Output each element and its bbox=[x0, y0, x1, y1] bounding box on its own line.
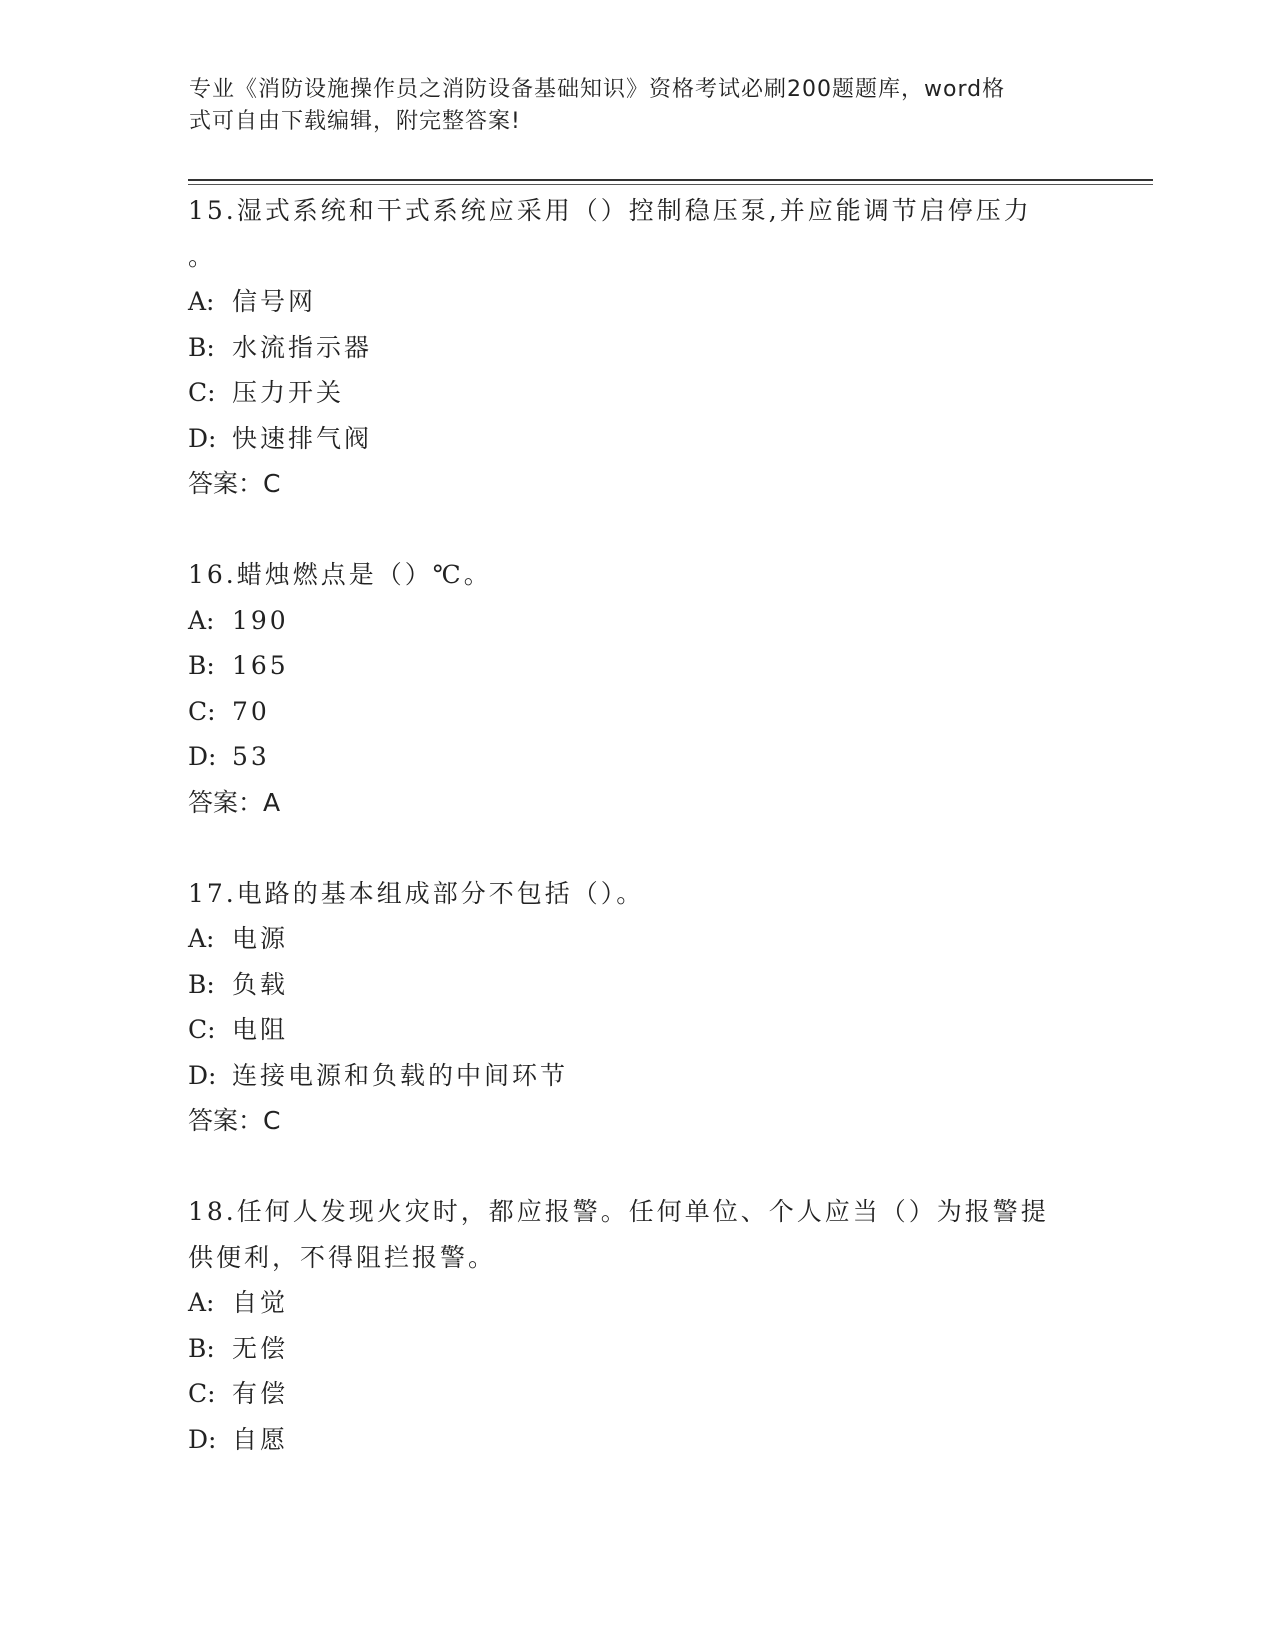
option-key: A: bbox=[188, 924, 215, 953]
option-d bbox=[188, 1053, 1088, 1099]
question-text: 供便利，不得阻拦报警。 bbox=[188, 1242, 497, 1272]
option-text: 快速排气阀 bbox=[232, 423, 373, 453]
option-text: 电源 bbox=[232, 924, 289, 953]
answer-line: 答案：A bbox=[188, 787, 281, 817]
question-text: 。 bbox=[188, 241, 217, 271]
answer-line: 答案：C bbox=[188, 469, 281, 498]
option-text: 压力开关 bbox=[232, 378, 345, 407]
option-text: 53 bbox=[232, 742, 270, 771]
option-text: 190 bbox=[232, 605, 289, 635]
header-divider bbox=[188, 179, 1153, 181]
option-key: D: bbox=[188, 1060, 217, 1090]
option-text: 有偿 bbox=[232, 1379, 289, 1408]
option-a bbox=[188, 598, 1088, 644]
option-key: C: bbox=[188, 378, 216, 407]
option-key: B: bbox=[188, 651, 215, 680]
option-text: 负载 bbox=[232, 969, 289, 999]
option-text: 无偿 bbox=[232, 1333, 289, 1363]
question-text: 17.电路的基本组成部分不包括（）。 bbox=[188, 878, 645, 908]
option-d bbox=[188, 1417, 1088, 1463]
option-key: B: bbox=[188, 332, 215, 362]
option-d bbox=[188, 416, 1088, 462]
spacer bbox=[188, 507, 1088, 553]
question-text: 16.蜡烛燃点是（）℃。 bbox=[188, 560, 492, 589]
question-text: 18.任何人发现火灾时，都应报警。任何单位、个人应当（）为报警提 bbox=[188, 1197, 1049, 1226]
option-b bbox=[188, 643, 1088, 689]
header-line: 式可自由下载编辑，附完整答案! bbox=[189, 109, 521, 134]
option-key: C: bbox=[188, 1015, 216, 1044]
option-text: 165 bbox=[232, 651, 289, 680]
option-key: B: bbox=[188, 969, 215, 999]
question-16 bbox=[188, 552, 1088, 825]
option-b bbox=[188, 1326, 1088, 1372]
option-key: C: bbox=[188, 1379, 216, 1408]
option-c bbox=[188, 1371, 1088, 1417]
option-text: 自愿 bbox=[232, 1424, 289, 1454]
option-text: 水流指示器 bbox=[232, 332, 373, 362]
option-a bbox=[188, 916, 1088, 962]
option-text: 自觉 bbox=[232, 1288, 289, 1317]
document-header bbox=[189, 74, 1069, 138]
header-divider-thin bbox=[188, 184, 1153, 185]
option-key: D: bbox=[188, 423, 217, 453]
option-a bbox=[188, 1280, 1088, 1326]
option-text: 电阻 bbox=[232, 1015, 289, 1044]
question-text: 15.湿式系统和干式系统应采用（）控制稳压泵,并应能调节启停压力 bbox=[188, 196, 1032, 225]
option-key: A: bbox=[188, 287, 215, 316]
option-a bbox=[188, 279, 1088, 325]
option-key: D: bbox=[188, 1424, 217, 1454]
option-text: 70 bbox=[232, 696, 270, 726]
option-key: A: bbox=[188, 1288, 215, 1317]
option-d bbox=[188, 734, 1088, 780]
question-list bbox=[188, 188, 1088, 1462]
question-15 bbox=[188, 188, 1088, 507]
spacer bbox=[188, 825, 1088, 871]
question-17 bbox=[188, 871, 1088, 1144]
option-key: B: bbox=[188, 1333, 215, 1363]
option-b bbox=[188, 325, 1088, 371]
option-c bbox=[188, 1007, 1088, 1053]
option-b bbox=[188, 962, 1088, 1008]
question-18 bbox=[188, 1189, 1088, 1462]
option-c bbox=[188, 689, 1088, 735]
option-key: D: bbox=[188, 742, 217, 771]
option-text: 连接电源和负载的中间环节 bbox=[232, 1060, 569, 1090]
answer-line: 答案：C bbox=[188, 1106, 281, 1135]
spacer bbox=[188, 1144, 1088, 1190]
option-c bbox=[188, 370, 1088, 416]
option-key: C: bbox=[188, 696, 216, 726]
option-text: 信号网 bbox=[232, 287, 317, 316]
header-line: 专业《消防设施操作员之消防设备基础知识》资格考试必刷200题题库，word格 bbox=[189, 77, 1006, 102]
option-key: A: bbox=[188, 605, 215, 635]
